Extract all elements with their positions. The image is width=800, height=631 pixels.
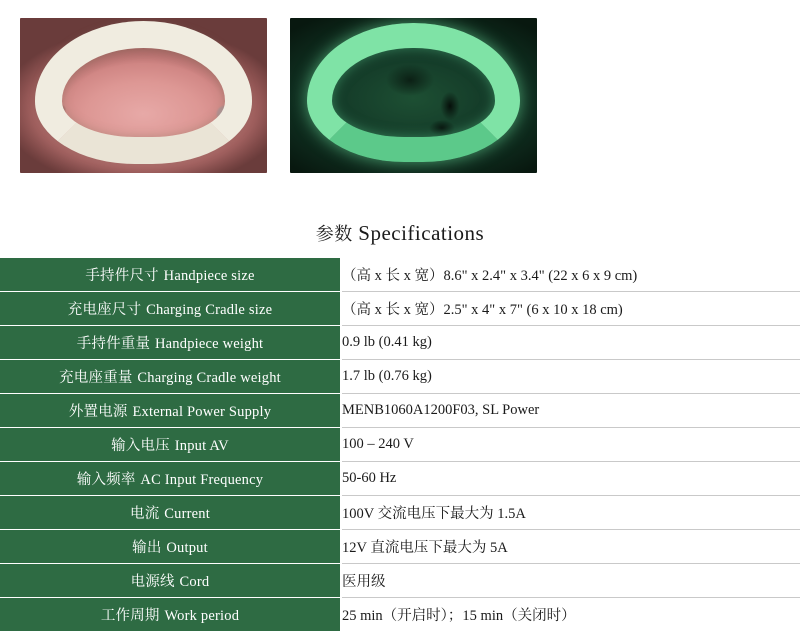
spec-value-cell: MENB1060A1200F03, SL Power <box>341 394 800 428</box>
spec-label-zh: 手持件重量 <box>77 336 151 352</box>
spec-value-cell: 1.7 lb (0.76 kg) <box>341 360 800 394</box>
spec-label-zh: 工作周期 <box>101 608 160 624</box>
page-title-zh: 参数 <box>316 224 353 245</box>
spec-label-en: Handpiece size <box>164 268 255 284</box>
table-row <box>0 496 800 530</box>
photo-gallery <box>20 18 537 173</box>
page-title <box>0 220 800 246</box>
intraoral-white-light-photo <box>20 18 267 173</box>
table-row <box>0 326 800 360</box>
spec-label-cell <box>0 428 341 462</box>
spec-value-cell: 医用级 <box>341 564 800 598</box>
spec-value-cell: 25 min（开启时）；15 min（关闭时） <box>341 598 800 631</box>
table-row <box>0 394 800 428</box>
spec-label-en: Charging Cradle size <box>146 302 272 318</box>
spec-label-en: Charging Cradle weight <box>137 370 280 386</box>
intraoral-fluorescence-photo <box>290 18 537 173</box>
fluorescence-dark-areas <box>290 18 537 173</box>
table-row <box>0 258 800 292</box>
table-row <box>0 360 800 394</box>
spec-value-cell: （高 x 长 x 宽）8.6" x 2.4" x 3.4" (22 x 6 x 9 cm) <box>341 258 800 292</box>
spec-value-cell: 50-60 Hz <box>341 462 800 496</box>
page-title-en: Specifications <box>358 221 484 245</box>
spec-label-zh: 充电座尺寸 <box>68 302 142 318</box>
spec-label-zh: 输出 <box>132 540 161 556</box>
spec-value-cell: （高 x 长 x 宽）2.5" x 4" x 7" (6 x 10 x 18 cm) <box>341 292 800 326</box>
spec-label-cell <box>0 326 341 360</box>
table-row <box>0 530 800 564</box>
spec-label-cell <box>0 530 341 564</box>
table-row <box>0 428 800 462</box>
spec-label-en: Work period <box>164 608 239 624</box>
spec-label-cell <box>0 564 341 598</box>
spec-label-cell <box>0 496 341 530</box>
spec-value-cell: 12V 直流电压下最大为 5A <box>341 530 800 564</box>
spec-label-zh: 输入频率 <box>77 472 136 488</box>
spec-label-en: Cord <box>180 574 210 590</box>
spec-value-cell: 100V 交流电压下最大为 1.5A <box>341 496 800 530</box>
spec-label-en: External Power Supply <box>132 404 271 420</box>
spec-label-zh: 电流 <box>130 506 159 522</box>
table-row <box>0 462 800 496</box>
spec-label-en: Output <box>166 540 207 556</box>
table-row <box>0 564 800 598</box>
spec-label-cell <box>0 598 341 631</box>
spec-value-cell: 100 – 240 V <box>341 428 800 462</box>
spec-label-en: AC Input Frequency <box>140 472 263 488</box>
spec-label-zh: 充电座重量 <box>59 370 133 386</box>
spec-label-cell <box>0 292 341 326</box>
spec-label-zh: 外置电源 <box>69 404 128 420</box>
spec-label-cell <box>0 394 341 428</box>
spec-label-en: Current <box>164 506 210 522</box>
spec-label-zh: 手持件尺寸 <box>85 268 159 284</box>
spec-label-en: Handpiece weight <box>155 336 263 352</box>
table-row <box>0 598 800 631</box>
spec-label-en: Input AV <box>175 438 229 454</box>
spec-label-zh: 电源线 <box>131 574 175 590</box>
spec-label-zh: 输入电压 <box>111 438 170 454</box>
specifications-table <box>0 258 800 631</box>
table-row <box>0 292 800 326</box>
spec-value-cell: 0.9 lb (0.41 kg) <box>341 326 800 360</box>
spec-label-cell <box>0 462 341 496</box>
restoration-markings <box>20 18 267 173</box>
spec-label-cell <box>0 360 341 394</box>
spec-label-cell <box>0 258 341 292</box>
